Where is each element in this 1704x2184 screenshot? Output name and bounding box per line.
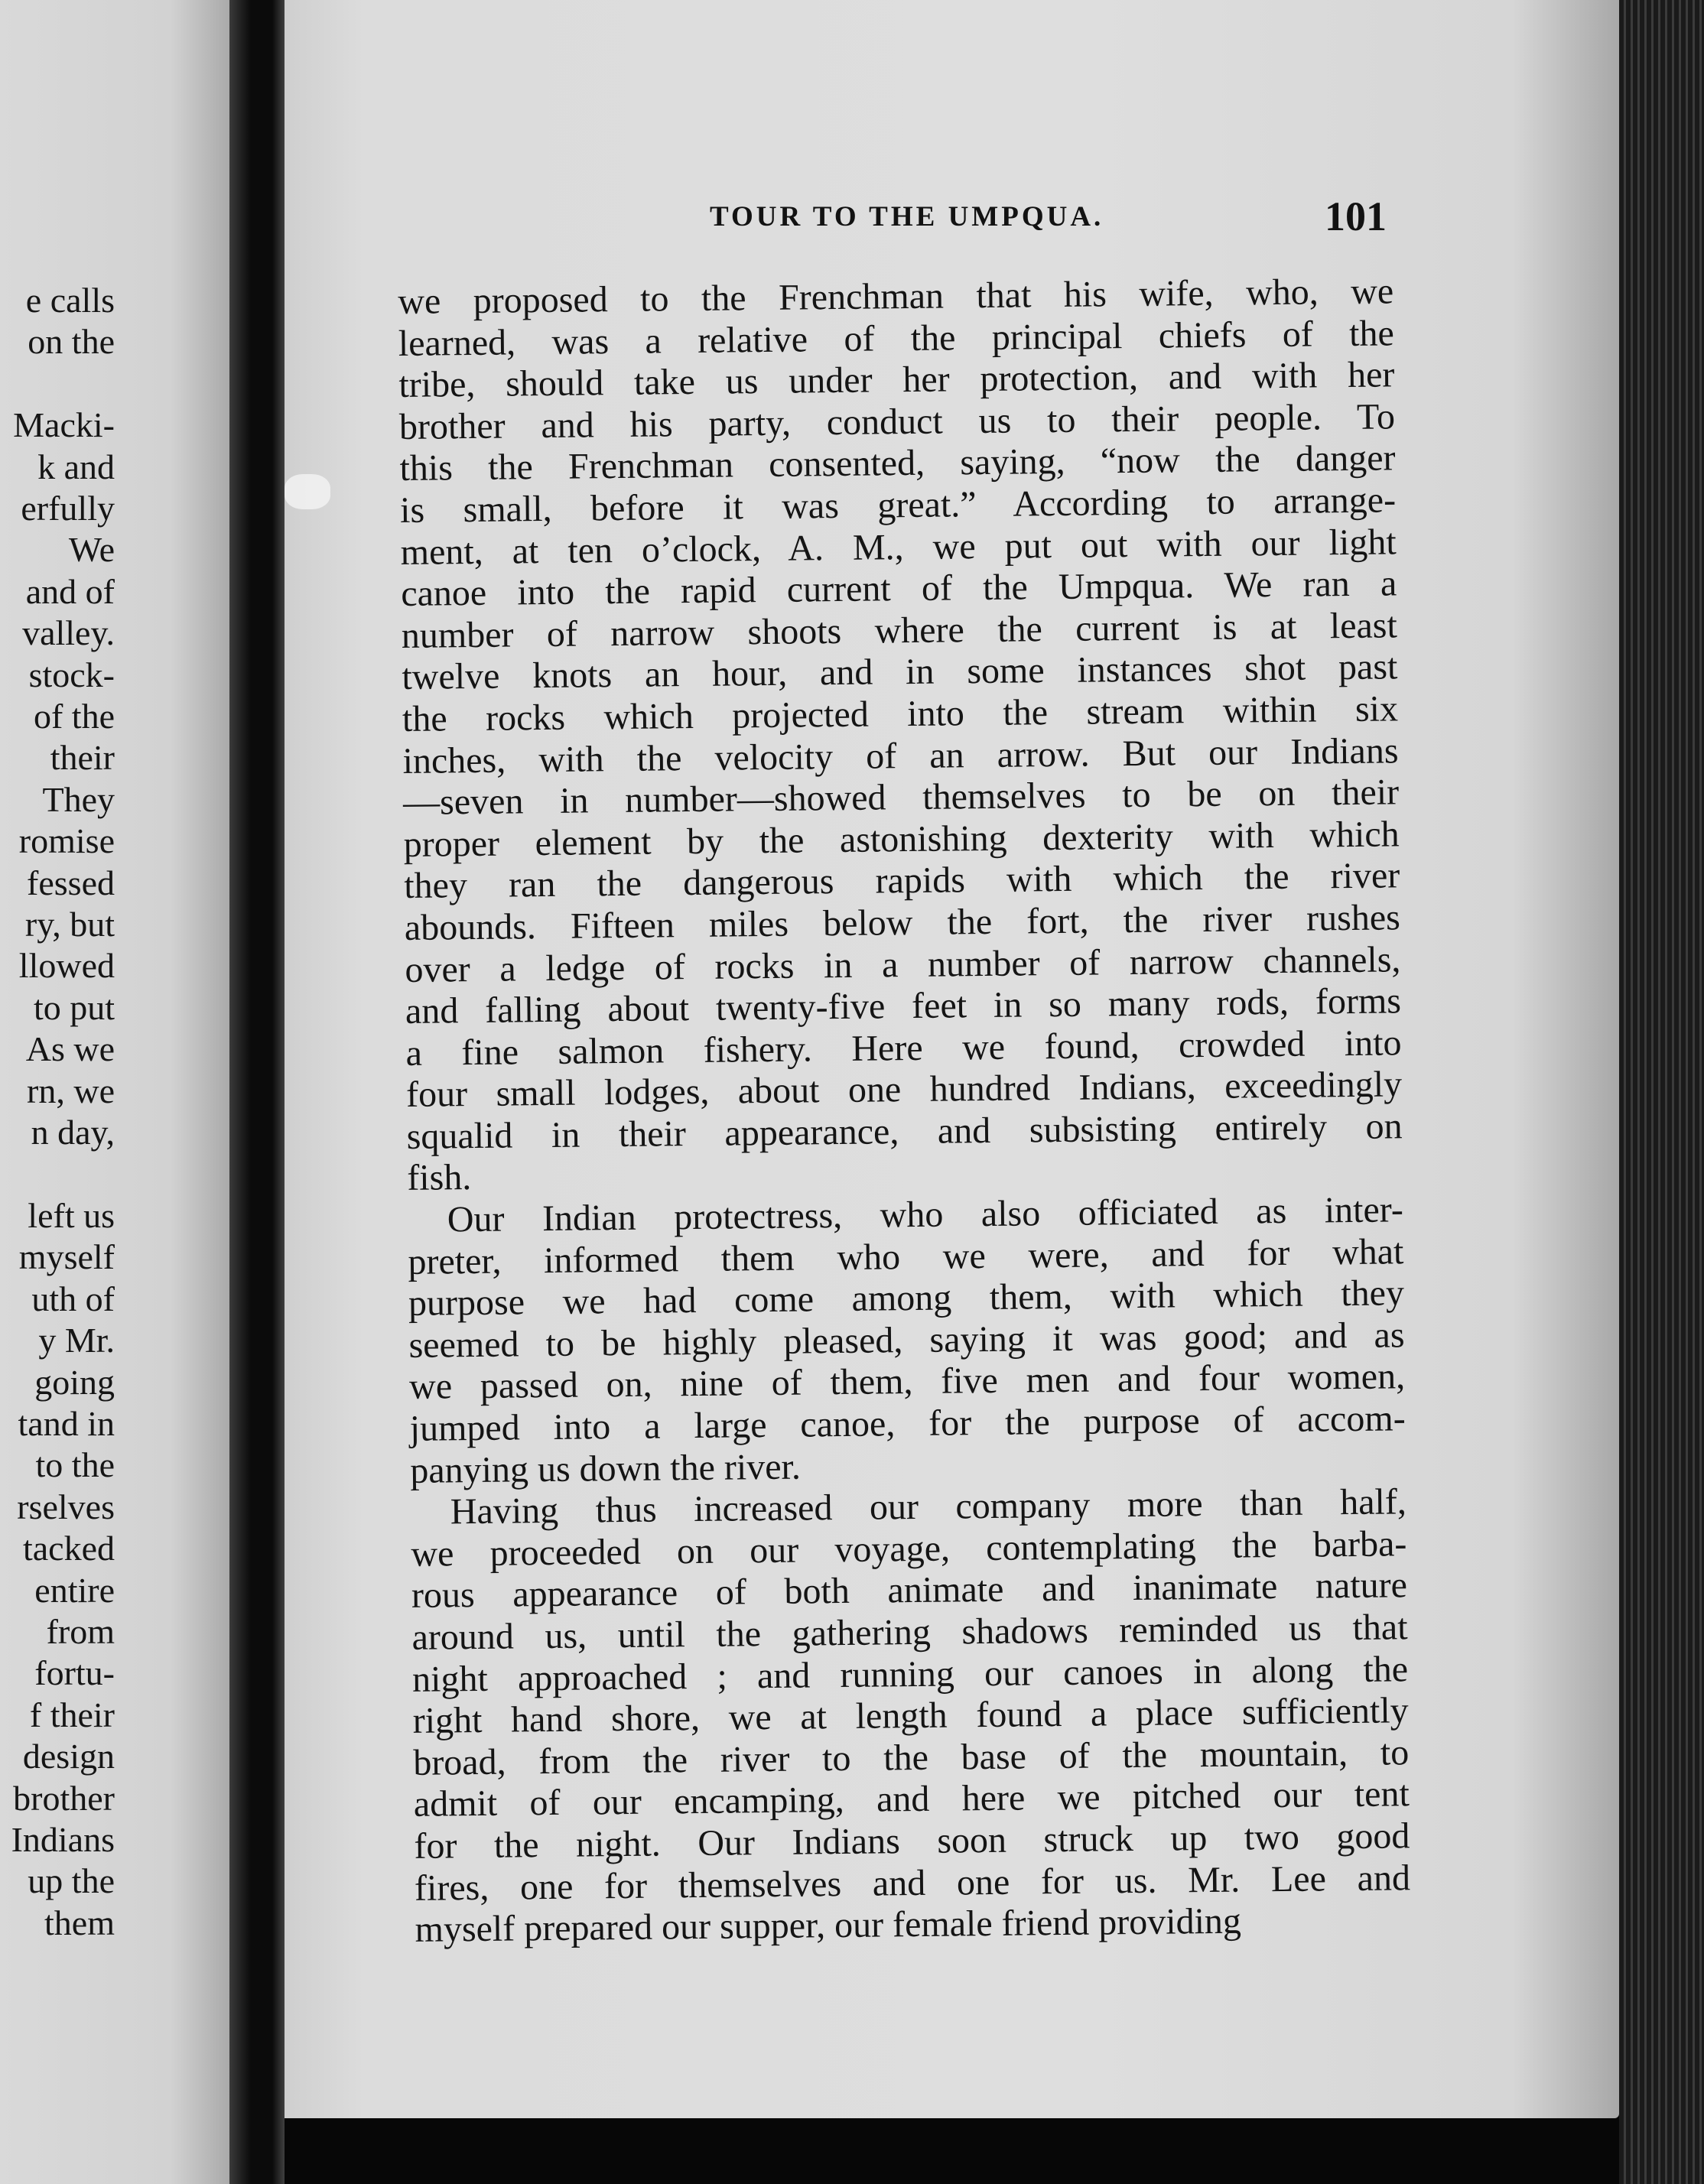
- text-line: canoe into the rapid current of the Umpqua. We ran a: [401, 563, 1397, 615]
- page-edges: [1619, 0, 1704, 2184]
- paper-blemish: [285, 474, 330, 509]
- paragraph: [408, 1189, 1406, 1492]
- left-page-line: rn, we: [27, 1071, 115, 1110]
- text-line: the rocks which projected into the stream within six: [402, 688, 1399, 739]
- text-line: inches, with the velocity of an arrow. But our Indians: [402, 730, 1399, 782]
- page-number: 101: [1325, 193, 1387, 239]
- left-page-line: They: [42, 779, 115, 819]
- text-line: panying us down the river.: [410, 1446, 802, 1491]
- text-line: four small lodges, about one hundred Indians, exceedingly: [405, 1064, 1403, 1116]
- text-line: fish.: [407, 1157, 472, 1199]
- book-gutter: [229, 0, 291, 2184]
- left-page-line: brother: [13, 1778, 115, 1818]
- text-line: Our Indian protectress, who also officiated as inter-: [447, 1189, 1404, 1240]
- text-line: jumped into a large canoe, for the purpose of accom-: [409, 1398, 1406, 1449]
- left-page-line: We: [68, 530, 115, 570]
- paragraph: [398, 271, 1403, 1200]
- left-page-line: n day,: [31, 1113, 115, 1152]
- left-page-line: them: [44, 1903, 115, 1942]
- text-line: is small, before it was great.” According to arrange-: [399, 479, 1397, 531]
- text-line: squalid in their appearance, and subsisting entirely on: [406, 1106, 1403, 1157]
- left-page-line: Macki-: [13, 405, 115, 445]
- left-page-line: [0, 1154, 115, 1195]
- text-line: brother and his party, conduct us to their people. To: [398, 396, 1396, 447]
- left-page-line: their: [50, 738, 115, 778]
- text-line: this the Frenchman consented, saying, “now the danger: [399, 437, 1396, 489]
- text-line: and falling about twenty-five feet in so many rods, forms: [405, 980, 1402, 1032]
- text-line: abounds. Fifteen miles below the fort, the river rushes: [404, 897, 1401, 948]
- text-line: Having thus increased our company more than half,: [450, 1481, 1407, 1532]
- left-page-line: e calls: [25, 281, 115, 320]
- left-facing-page: [0, 0, 243, 2184]
- left-page-line: to the: [35, 1445, 115, 1485]
- text-line: number of narrow shoots where the current is at least: [401, 605, 1398, 656]
- text-line: they ran the dangerous rapids with which the river: [404, 855, 1400, 907]
- left-page-line: stock-: [28, 655, 115, 694]
- left-page-line: entire: [34, 1570, 115, 1610]
- text-line: seemed to be highly pleased, saying it was good; and as: [408, 1315, 1405, 1366]
- text-line: for the night. Our Indians soon struck up two good: [414, 1815, 1410, 1867]
- text-line: over a ledge of rocks in a number of narrow channels,: [405, 938, 1401, 990]
- left-page-line: llowed: [18, 946, 115, 986]
- left-page-line: and of: [25, 571, 115, 611]
- text-line: admit of our encamping, and here we pitched our tent: [413, 1773, 1410, 1825]
- left-page-line: tacked: [22, 1529, 115, 1568]
- left-page-line: myself: [18, 1237, 115, 1277]
- left-page-line: k and: [37, 447, 115, 486]
- text-line: a fine salmon fishery. Here we found, crowded into: [405, 1022, 1402, 1074]
- text-line: around us, until the gathering shadows reminded us that: [411, 1607, 1408, 1658]
- left-page-line: going: [34, 1362, 115, 1402]
- text-line: right hand shore, we at length found a place sufficiently: [412, 1690, 1409, 1742]
- text-line: preter, informed them who we were, and for what: [408, 1230, 1404, 1282]
- left-page-line: design: [22, 1737, 115, 1776]
- text-line: we passed on, nine of them, five men and four women,: [408, 1356, 1406, 1408]
- left-page-line: Indians: [11, 1820, 115, 1859]
- left-page-line: fessed: [27, 863, 115, 902]
- left-page-line: ry, but: [24, 905, 115, 944]
- left-page-line: fortu-: [34, 1653, 115, 1693]
- left-page-line: [0, 363, 115, 405]
- left-page-line: of the: [33, 697, 115, 736]
- left-page-line: y Mr.: [38, 1321, 115, 1360]
- text-line: —seven in number—showed themselves to be on their: [402, 772, 1400, 824]
- text-line: proper element by the astonishing dexterity with which: [403, 814, 1400, 865]
- text-line: we proceeded on our voyage, contemplating the barba-: [411, 1523, 1407, 1575]
- running-head: TOUR TO THE UMPQUA.: [710, 201, 1104, 232]
- left-page-line: from: [46, 1611, 115, 1651]
- scan-shadow: [285, 2118, 1619, 2184]
- left-page-line: tand in: [18, 1403, 115, 1443]
- text-line: myself prepared our supper, our female friend providing: [415, 1900, 1242, 1951]
- text-line: learned, was a relative of the principal chiefs of the: [398, 312, 1395, 364]
- body-text: [398, 271, 1411, 1951]
- left-page-line: uth of: [31, 1279, 115, 1318]
- left-page-line: As we: [25, 1029, 115, 1069]
- left-page-line: to put: [33, 987, 115, 1027]
- left-page-line: erfully: [21, 489, 115, 528]
- left-page-line: f their: [29, 1695, 115, 1734]
- left-page-line: rselves: [17, 1487, 115, 1526]
- text-line: tribe, should take us under her protection, and with her: [398, 354, 1395, 406]
- left-page-text: [0, 280, 115, 1944]
- left-page-line: left us: [28, 1195, 115, 1235]
- text-line: broad, from the river to the base of the mountain, to: [413, 1732, 1410, 1783]
- text-line: night approached ; and running our canoes in along the: [411, 1648, 1409, 1700]
- text-line: rous appearance of both animate and inanimate nature: [411, 1565, 1408, 1617]
- left-page-line: up the: [28, 1861, 115, 1901]
- text-line: twelve knots an hour, and in some instances shot past: [402, 646, 1398, 698]
- left-page-line: on the: [28, 322, 115, 362]
- text-line: purpose we had come among them, with which they: [408, 1272, 1405, 1324]
- text-line: we proposed to the Frenchman that his wife, who, we: [398, 271, 1394, 322]
- left-page-line: romise: [18, 821, 115, 861]
- left-page-line: valley.: [22, 613, 115, 653]
- text-line: fires, one for themselves and one for us. Mr. Lee and: [414, 1857, 1411, 1909]
- text-line: ment, at ten o’clock, A. M., we put out with our light: [400, 521, 1397, 573]
- paragraph: [411, 1481, 1411, 1951]
